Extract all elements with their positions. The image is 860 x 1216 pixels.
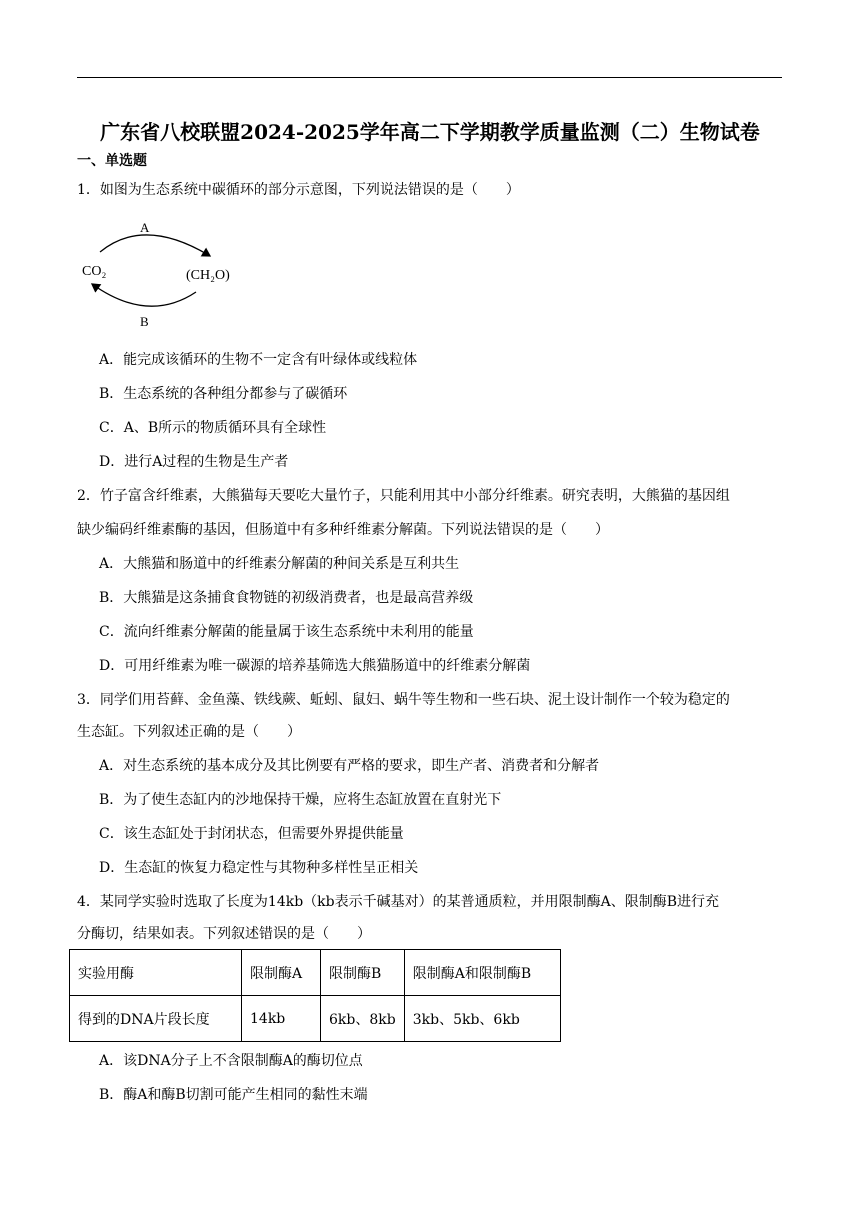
table-row	[70, 996, 561, 1042]
table-cell: 3kb、5kb、6kb	[404, 996, 560, 1042]
question-4-stem-line-1: 4．某同学实验时选取了长度为14kb（kb表示千碱基对）的某普通质粒，并用限制酶A、限制酶B进行充	[77, 894, 720, 910]
table-row	[70, 950, 561, 996]
label-b: B	[140, 314, 149, 329]
question-3-option-d[interactable]: D．生态缸的恢复力稳定性与其物种多样性呈正相关	[99, 860, 419, 876]
header-rule	[77, 77, 782, 78]
question-3-option-b[interactable]: B．为了使生态缸内的沙地保持干燥，应将生态缸放置在直射光下	[99, 792, 502, 808]
table-cell: 限制酶A和限制酶B	[404, 950, 560, 996]
question-1-option-c[interactable]: C．A、B所示的物质循环具有全球性	[99, 420, 327, 436]
question-4-option-b[interactable]: B．酶A和酶B切割可能产生相同的黏性末端	[99, 1087, 368, 1103]
table-cell: 限制酶A	[242, 950, 321, 996]
question-2-option-a[interactable]: A．大熊猫和肠道中的纤维素分解菌的种间关系是互利共生	[99, 556, 460, 572]
section-heading: 一、单选题	[77, 153, 147, 169]
label-a: A	[140, 220, 150, 235]
table-cell: 6kb、8kb	[321, 996, 405, 1042]
question-3-option-c[interactable]: C．该生态缸处于封闭状态，但需要外界提供能量	[99, 826, 404, 842]
question-2-stem-line-2: 缺少编码纤维素酶的基因，但肠道中有多种纤维素分解菌。下列说法错误的是（ ）	[77, 522, 609, 538]
table-cell: 实验用酶	[70, 950, 242, 996]
label-co2: CO₂	[82, 264, 107, 279]
question-3-stem-line-1: 3．同学们用苔藓、金鱼藻、铁线蕨、蚯蚓、鼠妇、蜗牛等生物和一些石块、泥土设计制作一个较为稳定的	[77, 692, 730, 708]
arrow-a	[100, 235, 210, 256]
question-3-option-a[interactable]: A．对生态系统的基本成分及其比例要有严格的要求，即生产者、消费者和分解者	[99, 758, 600, 774]
enzyme-result-table	[69, 949, 561, 1042]
question-1-option-d[interactable]: D．进行A过程的生物是生产者	[99, 454, 289, 470]
question-4-option-a[interactable]: A．该DNA分子上不含限制酶A的酶切位点	[99, 1053, 363, 1069]
table-cell: 限制酶B	[321, 950, 405, 996]
question-2-option-c[interactable]: C．流向纤维素分解菌的能量属于该生态系统中未利用的能量	[99, 624, 474, 640]
question-1-option-a[interactable]: A．能完成该循环的生物不一定含有叶绿体或线粒体	[99, 352, 418, 368]
question-4-stem-line-2: 分酶切，结果如表。下列叙述错误的是（ ）	[77, 926, 371, 942]
question-2-option-b[interactable]: B．大熊猫是这条捕食食物链的初级消费者，也是最高营养级	[99, 590, 474, 606]
question-3-stem-line-2: 生态缸。下列叙述正确的是（ ）	[77, 724, 301, 740]
table-cell: 得到的DNA片段长度	[70, 996, 242, 1042]
question-1-option-b[interactable]: B．生态系统的各种组分都参与了碳循环	[99, 386, 348, 402]
carbon-cycle-diagram	[78, 214, 248, 332]
page-title: 广东省八校联盟2024-2025学年高二下学期教学质量监测（二）生物试卷	[100, 120, 760, 144]
question-2-stem-line-1: 2．竹子富含纤维素，大熊猫每天要吃大量竹子，只能利用其中小部分纤维素。研究表明，大熊猫的基因组	[77, 488, 730, 504]
label-ch2o: (CH₂O)	[186, 268, 230, 283]
question-2-option-d[interactable]: D．可用纤维素为唯一碳源的培养基筛选大熊猫肠道中的纤维素分解菌	[99, 658, 531, 674]
question-1-stem: 1．如图为生态系统中碳循环的部分示意图，下列说法错误的是（ ）	[77, 182, 520, 198]
arrow-b	[92, 284, 196, 306]
table-cell: 14kb	[242, 996, 321, 1042]
